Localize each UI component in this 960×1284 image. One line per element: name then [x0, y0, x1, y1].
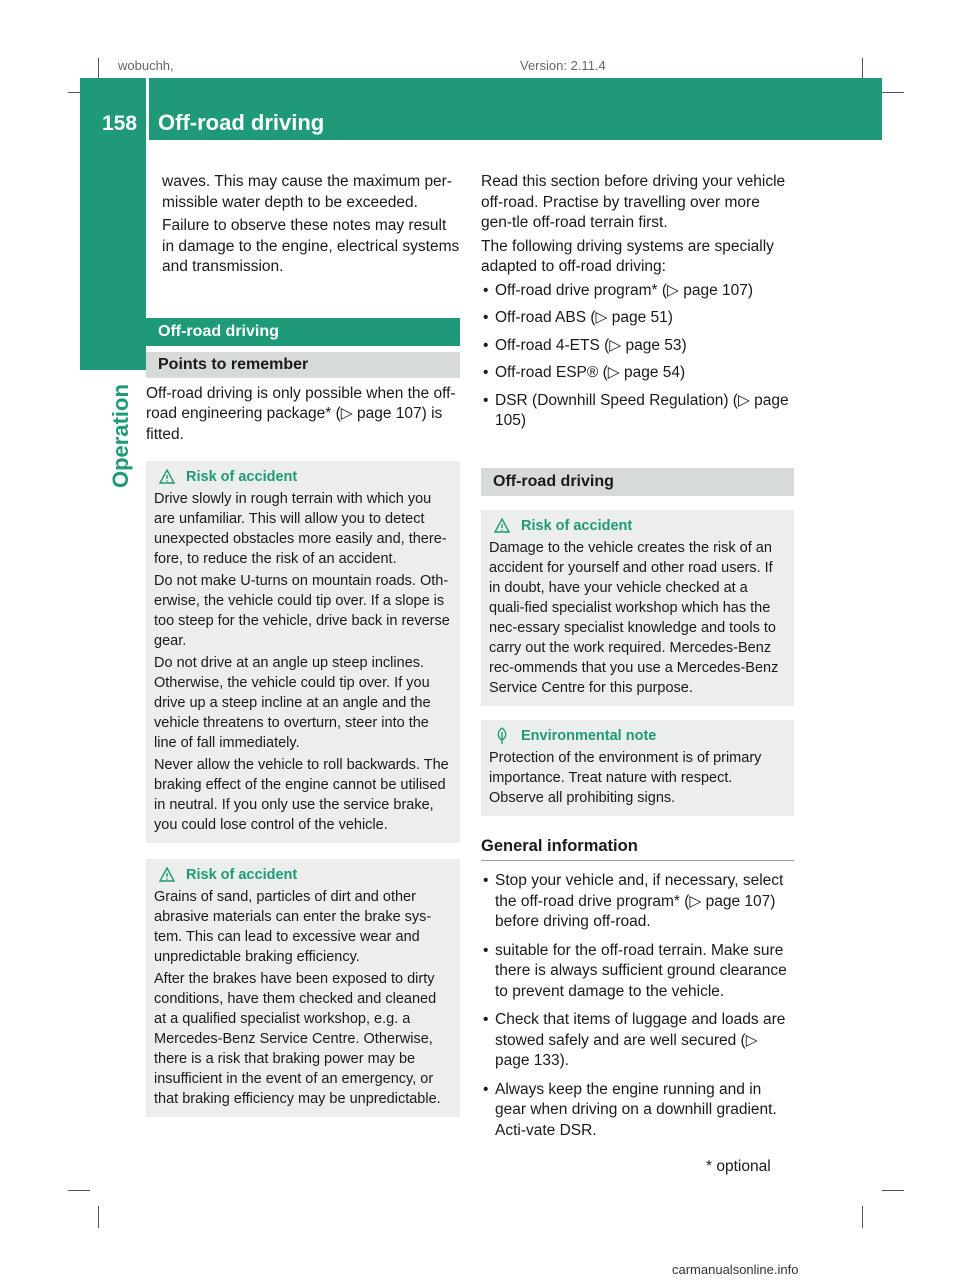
warning-text: Never allow the vehicle to roll backwards. The braking effect of the engine cannot be utilised in neutral. If you only use the service brake, you could lose control of the vehicle. — [154, 757, 449, 833]
warning-title-text: Risk of accident — [186, 469, 298, 485]
warning-title-text: Risk of accident — [186, 867, 298, 883]
list-item: • Check that items of luggage and loads are stowed safely and are well secured (▷ page 133). — [481, 1010, 794, 1072]
subsection-heading: Points to remember — [146, 352, 460, 378]
crop-mark — [862, 58, 863, 80]
section-heading: Off-road driving — [481, 468, 794, 496]
body-paragraph: Read this section before driving your vehicle off-road. Practise by travelling over more gen-tle off-road terrain first. — [481, 173, 786, 231]
warning-title — [489, 516, 786, 536]
body-paragraph: Off-road driving is only possible when the off-road engineering package* (▷ page 107) is fitted. — [146, 384, 456, 443]
chapter-label: Operation — [108, 384, 133, 488]
warning-text: Damage to the vehicle creates the risk of an accident for yourself and other road users. If in doubt, have your vehicle checked at a quali-fied specialist workshop which has the nec-essary specialist knowledge and tools to carry out the work required. Mercedes-Benz rec-ommends that you use a Mercedes-Benz Service Centre for this purpose. — [489, 539, 779, 696]
general-information-heading: General information — [481, 836, 794, 862]
warning-box — [146, 859, 460, 1117]
list-item: • suitable for the off-road terrain. Make sure there is always sufficient ground clearance to prevent damage to the vehicle. — [481, 941, 794, 1003]
list-item: • Always keep the engine running and in gear when driving on a downhill gradient. Acti-vate DSR. — [481, 1080, 794, 1142]
warning-triangle-icon — [158, 468, 176, 486]
crop-mark — [882, 92, 904, 93]
warning-box — [146, 461, 460, 843]
watermark: carmanualsonline.info — [672, 1262, 799, 1277]
environment-box — [481, 720, 794, 816]
optional-footnote: * optional — [706, 1158, 771, 1175]
systems-list — [481, 281, 794, 432]
list-item: • Off-road 4-ETS (▷ page 53) — [481, 336, 794, 357]
warning-text: Grains of sand, particles of dirt and other abrasive materials can enter the brake sys-tem. This can lead to excessive wear and unpredictable braking efficiency. — [154, 889, 432, 965]
side-tab — [80, 140, 146, 370]
leaf-icon — [493, 727, 511, 745]
warning-title — [154, 467, 452, 487]
warning-text: Do not make U-turns on mountain roads. Oth-erwise, the vehicle could tip over. If a slope is too steep for the vehicle, drive back in reverse gear. — [154, 573, 450, 649]
body-paragraph: The following driving systems are specially adapted to off-road driving: — [481, 237, 774, 275]
warning-title-text: Risk of accident — [521, 517, 633, 534]
intro-paragraph: Failure to observe these notes may result in damage to the engine, electrical systems and transmission. — [162, 217, 460, 275]
warning-triangle-icon — [493, 517, 511, 535]
warning-box — [481, 510, 794, 706]
list-item: • DSR (Downhill Speed Regulation) (▷ page 105) — [481, 391, 794, 432]
header-divider — [146, 78, 149, 140]
crop-mark — [862, 1206, 863, 1228]
warning-text: Do not drive at an angle up steep inclines. Otherwise, the vehicle could tip over. If you drive up a steep incline at an angle and the vehicle threatens to overturn, steer into the line of fall immediately. — [154, 655, 431, 751]
crop-mark — [98, 1206, 99, 1228]
warning-text: After the brakes have been exposed to dirty conditions, have them checked and cleaned at a qualified specialist workshop, e.g. a Mercedes-Benz Service Centre. Otherwise, there is a risk that braking power may be insufficient in the event of an emergency, or that braking efficiency may be unpredictable. — [154, 971, 441, 1107]
list-item: • Stop your vehicle and, if necessary, select the off-road drive program* (▷ page 107) before driving off-road. — [481, 871, 794, 933]
warning-text: Drive slowly in rough terrain with which you are unfamiliar. This will allow you to detect unexpected obstacles more easily and, there-fore, to reduce the risk of an accident. — [154, 491, 447, 567]
crop-mark — [882, 1190, 904, 1191]
page-number: 158 — [102, 112, 138, 135]
list-item: • Off-road ESP® (▷ page 54) — [481, 363, 794, 384]
right-column — [481, 172, 794, 1149]
intro-paragraph: waves. This may cause the maximum per-missible water depth to be exceeded. — [162, 173, 453, 211]
environment-text: Protection of the environment is of primary importance. Treat nature with respect. Observe all prohibiting signs. — [489, 749, 762, 806]
print-meta-left: wobuchh, — [118, 58, 174, 73]
warning-triangle-icon — [158, 866, 176, 884]
section-heading: Off-road driving — [146, 318, 460, 346]
crop-mark — [98, 58, 99, 80]
list-item: • Off-road drive program* (▷ page 107) — [481, 281, 794, 302]
print-meta-right: Version: 2.11.4 — [520, 58, 606, 73]
environment-title — [489, 726, 786, 746]
environment-title-text: Environmental note — [521, 727, 657, 744]
list-item: • Off-road ABS (▷ page 51) — [481, 308, 794, 329]
general-list — [481, 871, 794, 1141]
crop-mark — [68, 1190, 90, 1191]
page-title: Off-road driving — [158, 110, 325, 135]
warning-title — [154, 865, 452, 885]
left-column — [146, 172, 460, 1117]
